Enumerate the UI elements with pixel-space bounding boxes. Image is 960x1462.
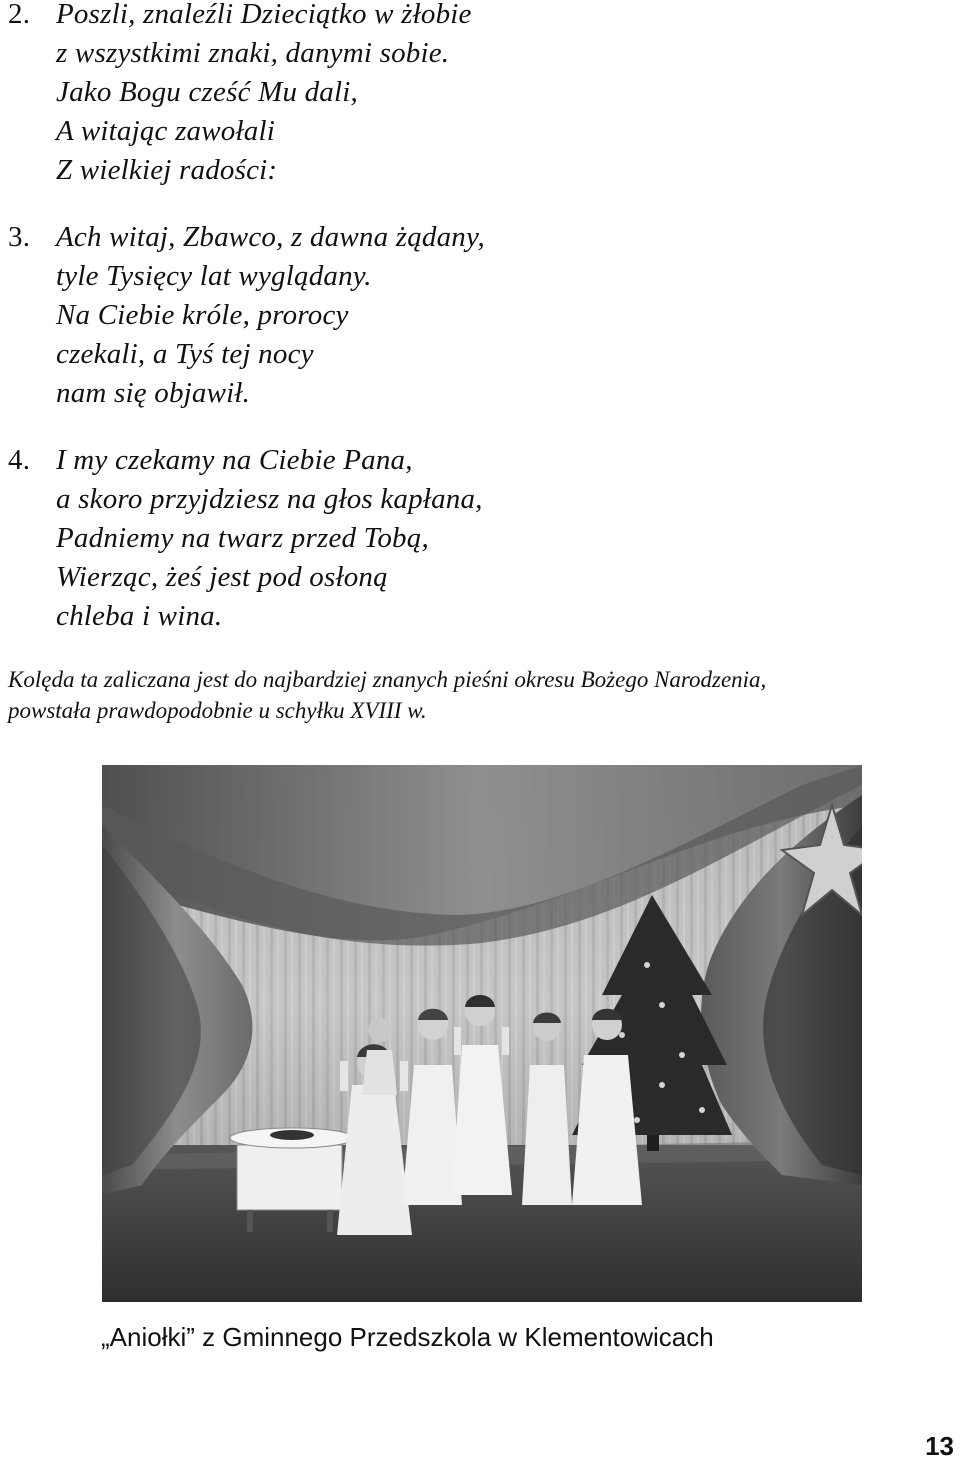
stanza-line	[8, 218, 485, 257]
stanza-text: Padniemy na twarz przed Tobą,	[56, 522, 429, 554]
note-line: powstała prawdopodobnie u schyłku XVIII w.	[8, 698, 427, 723]
stanza-text: Na Ciebie króle, prorocy	[56, 299, 349, 331]
stanza-line	[8, 257, 485, 296]
stanza-2	[8, 0, 472, 190]
stanza-line	[8, 480, 483, 519]
stanza-line	[8, 335, 485, 374]
stanza-line	[8, 151, 472, 190]
stanza-text: Jako Bogu cześć Mu dali,	[56, 76, 358, 108]
photo-illustration	[102, 765, 862, 1302]
stanza-text: Wierząc, żeś jest pod osłoną	[56, 561, 388, 593]
stanza-text: Z wielkiej radości:	[56, 154, 278, 186]
nativity-photo	[102, 765, 862, 1302]
photo-caption: „Aniołki” z Gminnego Przedszkola w Klementowicach	[101, 1322, 714, 1352]
stanza-text: tyle Tysięcy lat wyglądany.	[56, 260, 372, 292]
stanza-line	[8, 441, 483, 480]
stanza-text: z wszystkimi znaki, danymi sobie.	[56, 37, 450, 69]
stanza-number: 3.	[8, 221, 31, 253]
stanza-line	[8, 73, 472, 112]
stanza-number: 4.	[8, 444, 31, 476]
stanza-line	[8, 374, 485, 413]
stanza-line	[8, 519, 483, 558]
stanza-text: nam się objawił.	[56, 377, 251, 409]
stanza-4	[8, 441, 483, 636]
small-table	[237, 1145, 342, 1210]
stanza-text: I my czekamy na Ciebie Pana,	[56, 444, 413, 476]
stanza-text: chleba i wina.	[56, 600, 223, 632]
stanza-text: a skoro przyjdziesz na głos kapłana,	[56, 483, 483, 515]
page-number: 13	[925, 1431, 954, 1461]
stanza-line	[8, 558, 483, 597]
stanza-text: czekali, a Tyś tej nocy	[56, 338, 314, 370]
carol-note	[8, 664, 960, 726]
stanza-text: Poszli, znaleźli Dzieciątko w żłobie	[56, 0, 472, 30]
note-line: Kolęda ta zaliczana jest do najbardziej znanych pieśni okresu Bożego Narodzenia,	[8, 667, 767, 692]
stanza-line	[8, 34, 472, 73]
stanza-text: A witając zawołali	[56, 115, 275, 147]
stanza-text: Ach witaj, Zbawco, z dawna żądany,	[56, 221, 485, 253]
stanza-3	[8, 218, 485, 413]
stanza-line	[8, 296, 485, 335]
stanza-line	[8, 112, 472, 151]
stanza-line	[8, 597, 483, 636]
stanza-number: 2.	[8, 0, 31, 30]
stanza-line	[8, 0, 472, 34]
